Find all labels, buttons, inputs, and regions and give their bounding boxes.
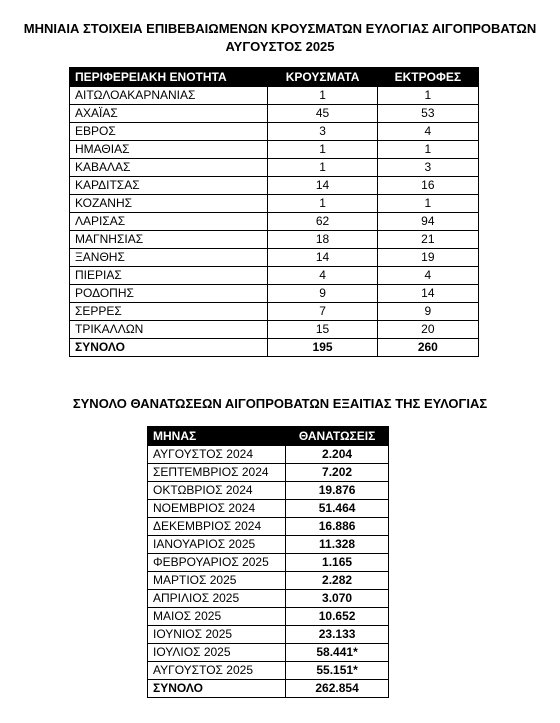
region-cell: ΞΑΝΘΗΣ (70, 249, 268, 267)
document-subtitle-month: ΑΥΓΟΥΣΤΟΣ 2025 (225, 39, 335, 54)
region-cell: ΛΑΡΙΣΑΣ (70, 213, 268, 231)
cases-cell: 1 (268, 87, 377, 105)
total-region-cell: ΣΥΝΟΛΟ (70, 339, 268, 357)
table-header-row (148, 427, 389, 446)
culls-cell: 23.133 (286, 626, 389, 644)
total-cases-cell: 195 (268, 339, 377, 357)
table-row (70, 159, 479, 177)
total-row (70, 339, 479, 357)
table-row (148, 464, 389, 482)
document-title: ΜΗΝΙΑΙΑ ΣΤΟΙΧΕΙΑ ΕΠΙΒΕΒΑΙΩΜΕΝΩΝ ΚΡΟΥΣΜΑΤΩΝ ΕΥΛΟΓΙΑΣ ΑΙΓΟΠΡΟΒΑΤΩΝ (23, 21, 537, 36)
month-cell: ΙΟΥΛΙΟΣ 2025 (148, 644, 286, 662)
cases-cell: 1 (268, 141, 377, 159)
farms-cell: 3 (377, 159, 478, 177)
farms-cell: 1 (377, 141, 478, 159)
table-row (148, 482, 389, 500)
table-row (70, 177, 479, 195)
farms-cell: 4 (377, 123, 478, 141)
region-cell: ΑΙΤΩΛΟΑΚΑΡΝΑΝΙΑΣ (70, 87, 268, 105)
culls-cell: 1.165 (286, 554, 389, 572)
cases-cell: 4 (268, 267, 377, 285)
farms-cell: 4 (377, 267, 478, 285)
culls-table-body (148, 446, 389, 698)
cases-cell: 14 (268, 177, 377, 195)
region-cell: ΑΧΑΪΑΣ (70, 105, 268, 123)
month-cell: ΙΑΝΟΥΑΡΙΟΣ 2025 (148, 536, 286, 554)
table-row (148, 572, 389, 590)
culls-cell: 19.876 (286, 482, 389, 500)
table-row (70, 105, 479, 123)
farms-cell: 21 (377, 231, 478, 249)
cases-table-body (70, 87, 479, 357)
culls-cell: 3.070 (286, 590, 389, 608)
header-month: ΜΗΝΑΣ (148, 427, 286, 446)
cases-cell: 14 (268, 249, 377, 267)
month-cell: ΑΥΓΟΥΣΤΟΣ 2024 (148, 446, 286, 464)
total-row (148, 680, 389, 698)
table-row (148, 644, 389, 662)
month-cell: ΝΟΕΜΒΡΙΟΣ 2024 (148, 500, 286, 518)
region-cell: ΤΡΙΚΑΛΛΩΝ (70, 321, 268, 339)
culls-cell: 2.282 (286, 572, 389, 590)
month-cell: ΔΕΚΕΜΒΡΙΟΣ 2024 (148, 518, 286, 536)
culls-cell: 7.202 (286, 464, 389, 482)
month-cell: ΜΑΡΤΙΟΣ 2025 (148, 572, 286, 590)
region-cell: ΕΒΡΟΣ (70, 123, 268, 141)
farms-cell: 1 (377, 195, 478, 213)
culls-cell: 51.464 (286, 500, 389, 518)
month-cell: ΦΕΒΡΟΥΑΡΙΟΣ 2025 (148, 554, 286, 572)
month-cell: ΟΚΤΩΒΡΙΟΣ 2024 (148, 482, 286, 500)
region-cell: ΜΑΓΝΗΣΙΑΣ (70, 231, 268, 249)
table-row (70, 303, 479, 321)
section-title-culls: ΣΥΝΟΛΟ ΘΑΝΑΤΩΣΕΩΝ ΑΙΓΟΠΡΟΒΑΤΩΝ ΕΞΑΙΤΙΑΣ ΤΗΣ ΕΥΛΟΓΙΑΣ (72, 396, 488, 411)
month-cell: ΣΕΠΤΕΜΒΡΙΟΣ 2024 (148, 464, 286, 482)
farms-cell: 9 (377, 303, 478, 321)
region-cell: ΠΙΕΡΙΑΣ (70, 267, 268, 285)
farms-cell: 94 (377, 213, 478, 231)
table-row (148, 626, 389, 644)
culls-by-month-table (147, 426, 389, 698)
region-cell: ΗΜΑΘΙΑΣ (70, 141, 268, 159)
cases-cell: 1 (268, 159, 377, 177)
table-row (70, 141, 479, 159)
total-farms-cell: 260 (377, 339, 478, 357)
cases-cell: 9 (268, 285, 377, 303)
farms-cell: 53 (377, 105, 478, 123)
header-culls: ΘΑΝΑΤΩΣΕΙΣ (286, 427, 389, 446)
header-region: ΠΕΡΙΦΕΡΕΙΑΚΗ ΕΝΟΤΗΤΑ (70, 68, 268, 87)
table-row (148, 446, 389, 464)
culls-cell: 10.652 (286, 608, 389, 626)
month-cell: ΑΥΓΟΥΣΤΟΣ 2025 (148, 662, 286, 680)
region-cell: ΚΑΒΑΛΑΣ (70, 159, 268, 177)
total-month-cell: ΣΥΝΟΛΟ (148, 680, 286, 698)
month-cell: ΜΑΙΟΣ 2025 (148, 608, 286, 626)
table-row (70, 231, 479, 249)
region-cell: ΡΟΔΟΠΗΣ (70, 285, 268, 303)
cases-cell: 7 (268, 303, 377, 321)
table-row (148, 554, 389, 572)
cases-cell: 15 (268, 321, 377, 339)
table-header-row (70, 68, 479, 87)
table-row (148, 608, 389, 626)
cases-cell: 45 (268, 105, 377, 123)
table-row (148, 662, 389, 680)
table-row (70, 123, 479, 141)
cases-cell: 62 (268, 213, 377, 231)
farms-cell: 20 (377, 321, 478, 339)
cases-cell: 18 (268, 231, 377, 249)
table-row (70, 213, 479, 231)
table-row (70, 249, 479, 267)
farms-cell: 1 (377, 87, 478, 105)
table-row (70, 321, 479, 339)
table-row (70, 87, 479, 105)
cases-cell: 1 (268, 195, 377, 213)
cases-by-region-table (69, 67, 479, 357)
farms-cell: 14 (377, 285, 478, 303)
culls-cell: 11.328 (286, 536, 389, 554)
month-cell: ΙΟΥΝΙΟΣ 2025 (148, 626, 286, 644)
culls-cell: 58.441* (286, 644, 389, 662)
table-row (70, 267, 479, 285)
table-row (148, 536, 389, 554)
table-row (148, 590, 389, 608)
culls-cell: 16.886 (286, 518, 389, 536)
region-cell: ΚΟΖΑΝΗΣ (70, 195, 268, 213)
table-row (148, 500, 389, 518)
table-row (148, 518, 389, 536)
region-cell: ΚΑΡΔΙΤΣΑΣ (70, 177, 268, 195)
table-row (70, 285, 479, 303)
header-cases: ΚΡΟΥΣΜΑΤΑ (268, 68, 377, 87)
header-farms: ΕΚΤΡΟΦΕΣ (377, 68, 478, 87)
total-culls-cell: 262.854 (286, 680, 389, 698)
month-cell: ΑΠΡΙΛΙΟΣ 2025 (148, 590, 286, 608)
region-cell: ΣΕΡΡΕΣ (70, 303, 268, 321)
culls-cell: 55.151* (286, 662, 389, 680)
cases-cell: 3 (268, 123, 377, 141)
farms-cell: 16 (377, 177, 478, 195)
farms-cell: 19 (377, 249, 478, 267)
table-row (70, 195, 479, 213)
culls-cell: 2.204 (286, 446, 389, 464)
